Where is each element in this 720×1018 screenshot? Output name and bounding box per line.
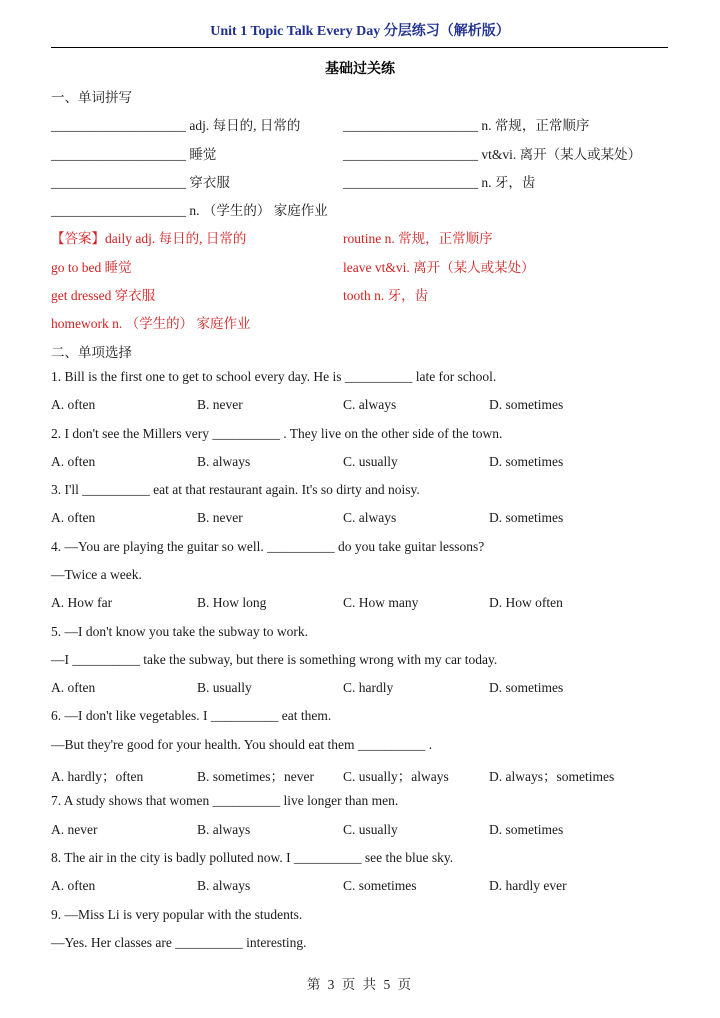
q2-option-d: D. sometimes	[489, 454, 564, 469]
blank: ____________________	[51, 147, 186, 162]
spelling-item-1	[51, 114, 300, 134]
q3-option-b: B. never	[197, 510, 243, 525]
section-title: 基础过关练	[325, 62, 395, 77]
answer-3: go to bed 睡觉	[51, 260, 132, 275]
q3-option-c: C. always	[343, 510, 397, 525]
question-1: 1. Bill is the first one to get to school every day. He is __________ late for school.	[51, 369, 497, 384]
question-5: 5. —I don't know you take the subway to work.	[51, 624, 309, 639]
q8-option-c: C. sometimes	[343, 878, 417, 893]
q3-option-a: A. often	[51, 510, 96, 525]
question-3: 3. I'll __________ eat at that restaurant again. It's so dirty and noisy.	[51, 482, 420, 497]
spelling-item-text: n. 常规，正常顺序	[481, 118, 590, 133]
q4-option-d: D. How often	[489, 595, 563, 610]
q5-option-d: D. sometimes	[489, 680, 564, 695]
question-8: 8. The air in the city is badly polluted now. I __________ see the blue sky.	[51, 850, 454, 865]
answer-2: routine n. 常规，正常顺序	[343, 231, 493, 246]
q7-option-d: D. sometimes	[489, 822, 564, 837]
q6-option-c: C. usually；always	[343, 769, 449, 784]
question-2: 2. I don't see the Millers very __________ . They live on the other side of the town.	[51, 426, 503, 441]
document-header: Unit 1 Topic Talk Every Day 分层练习（解析版）	[210, 24, 510, 39]
q5-option-a: A. often	[51, 680, 96, 695]
question-9: 9. —Miss Li is very popular with the students.	[51, 907, 303, 922]
question-6-reply: —But they're good for your health. You should eat them __________ .	[51, 737, 433, 752]
q1-option-a: A. often	[51, 397, 96, 412]
q2-option-c: C. usually	[343, 454, 398, 469]
q3-option-d: D. sometimes	[489, 510, 564, 525]
q1-option-c: C. always	[343, 397, 397, 412]
q2-option-b: B. always	[197, 454, 251, 469]
q7-option-c: C. usually	[343, 822, 398, 837]
spelling-item-4	[343, 143, 641, 163]
q8-option-b: B. always	[197, 878, 251, 893]
spelling-item-text: vt&vi. 离开（某人或某处）	[481, 147, 642, 162]
q5-option-b: B. usually	[197, 680, 252, 695]
q1-option-b: B. never	[197, 397, 243, 412]
question-5-reply: —I __________ take the subway, but there is something wrong with my car today.	[51, 652, 498, 667]
blank: ____________________	[343, 147, 478, 162]
spelling-item-5	[51, 171, 230, 191]
spelling-item-text: adj. 每日的, 日常的	[189, 118, 301, 133]
answer-7: homework n. （学生的） 家庭作业	[51, 316, 251, 331]
spelling-item-3	[51, 143, 216, 163]
q4-option-b: B. How long	[197, 595, 267, 610]
q6-option-b: B. sometimes；never	[197, 769, 314, 784]
question-7: 7. A study shows that women __________ live longer than men.	[51, 793, 399, 808]
answer-4: leave vt&vi. 离开（某人或某处）	[343, 260, 535, 275]
q4-option-c: C. How many	[343, 595, 419, 610]
question-4-reply: —Twice a week.	[51, 567, 142, 582]
spelling-item-text: 穿衣服	[189, 175, 230, 190]
page-footer: 第 3 页 共 5 页	[306, 977, 414, 992]
q8-option-d: D. hardly ever	[489, 878, 567, 893]
spelling-item-7	[51, 199, 328, 219]
spelling-item-6	[343, 171, 535, 191]
q4-option-a: A. How far	[51, 595, 113, 610]
blank: ____________________	[343, 175, 478, 190]
header-rule	[51, 47, 668, 48]
q7-option-b: B. always	[197, 822, 251, 837]
q6-option-a: A. hardly；often	[51, 769, 144, 784]
q7-option-a: A. never	[51, 822, 98, 837]
part1-heading: 一、单词拼写	[51, 90, 132, 105]
q2-option-a: A. often	[51, 454, 96, 469]
spelling-item-text: 睡觉	[189, 147, 217, 162]
blank: ____________________	[343, 118, 478, 133]
spelling-item-2	[343, 114, 589, 134]
answer-6: tooth n. 牙，齿	[343, 288, 429, 303]
spelling-item-text: n. 牙，齿	[481, 175, 536, 190]
part2-heading: 二、单项选择	[51, 345, 132, 360]
blank: ____________________	[51, 175, 186, 190]
q5-option-c: C. hardly	[343, 680, 394, 695]
q1-option-d: D. sometimes	[489, 397, 564, 412]
question-9-reply: —Yes. Her classes are __________ interesting.	[51, 935, 307, 950]
answer-5: get dressed 穿衣服	[51, 288, 156, 303]
question-6: 6. —I don't like vegetables. I __________ eat them.	[51, 708, 332, 723]
q8-option-a: A. often	[51, 878, 96, 893]
blank: ____________________	[51, 203, 186, 218]
answer-1: 【答案】daily adj. 每日的, 日常的	[51, 231, 247, 246]
question-4: 4. —You are playing the guitar so well. __________ do you take guitar lessons?	[51, 539, 485, 554]
q6-option-d: D. always；sometimes	[489, 769, 615, 784]
blank: ____________________	[51, 118, 186, 133]
spelling-item-text: n. （学生的） 家庭作业	[189, 203, 328, 218]
